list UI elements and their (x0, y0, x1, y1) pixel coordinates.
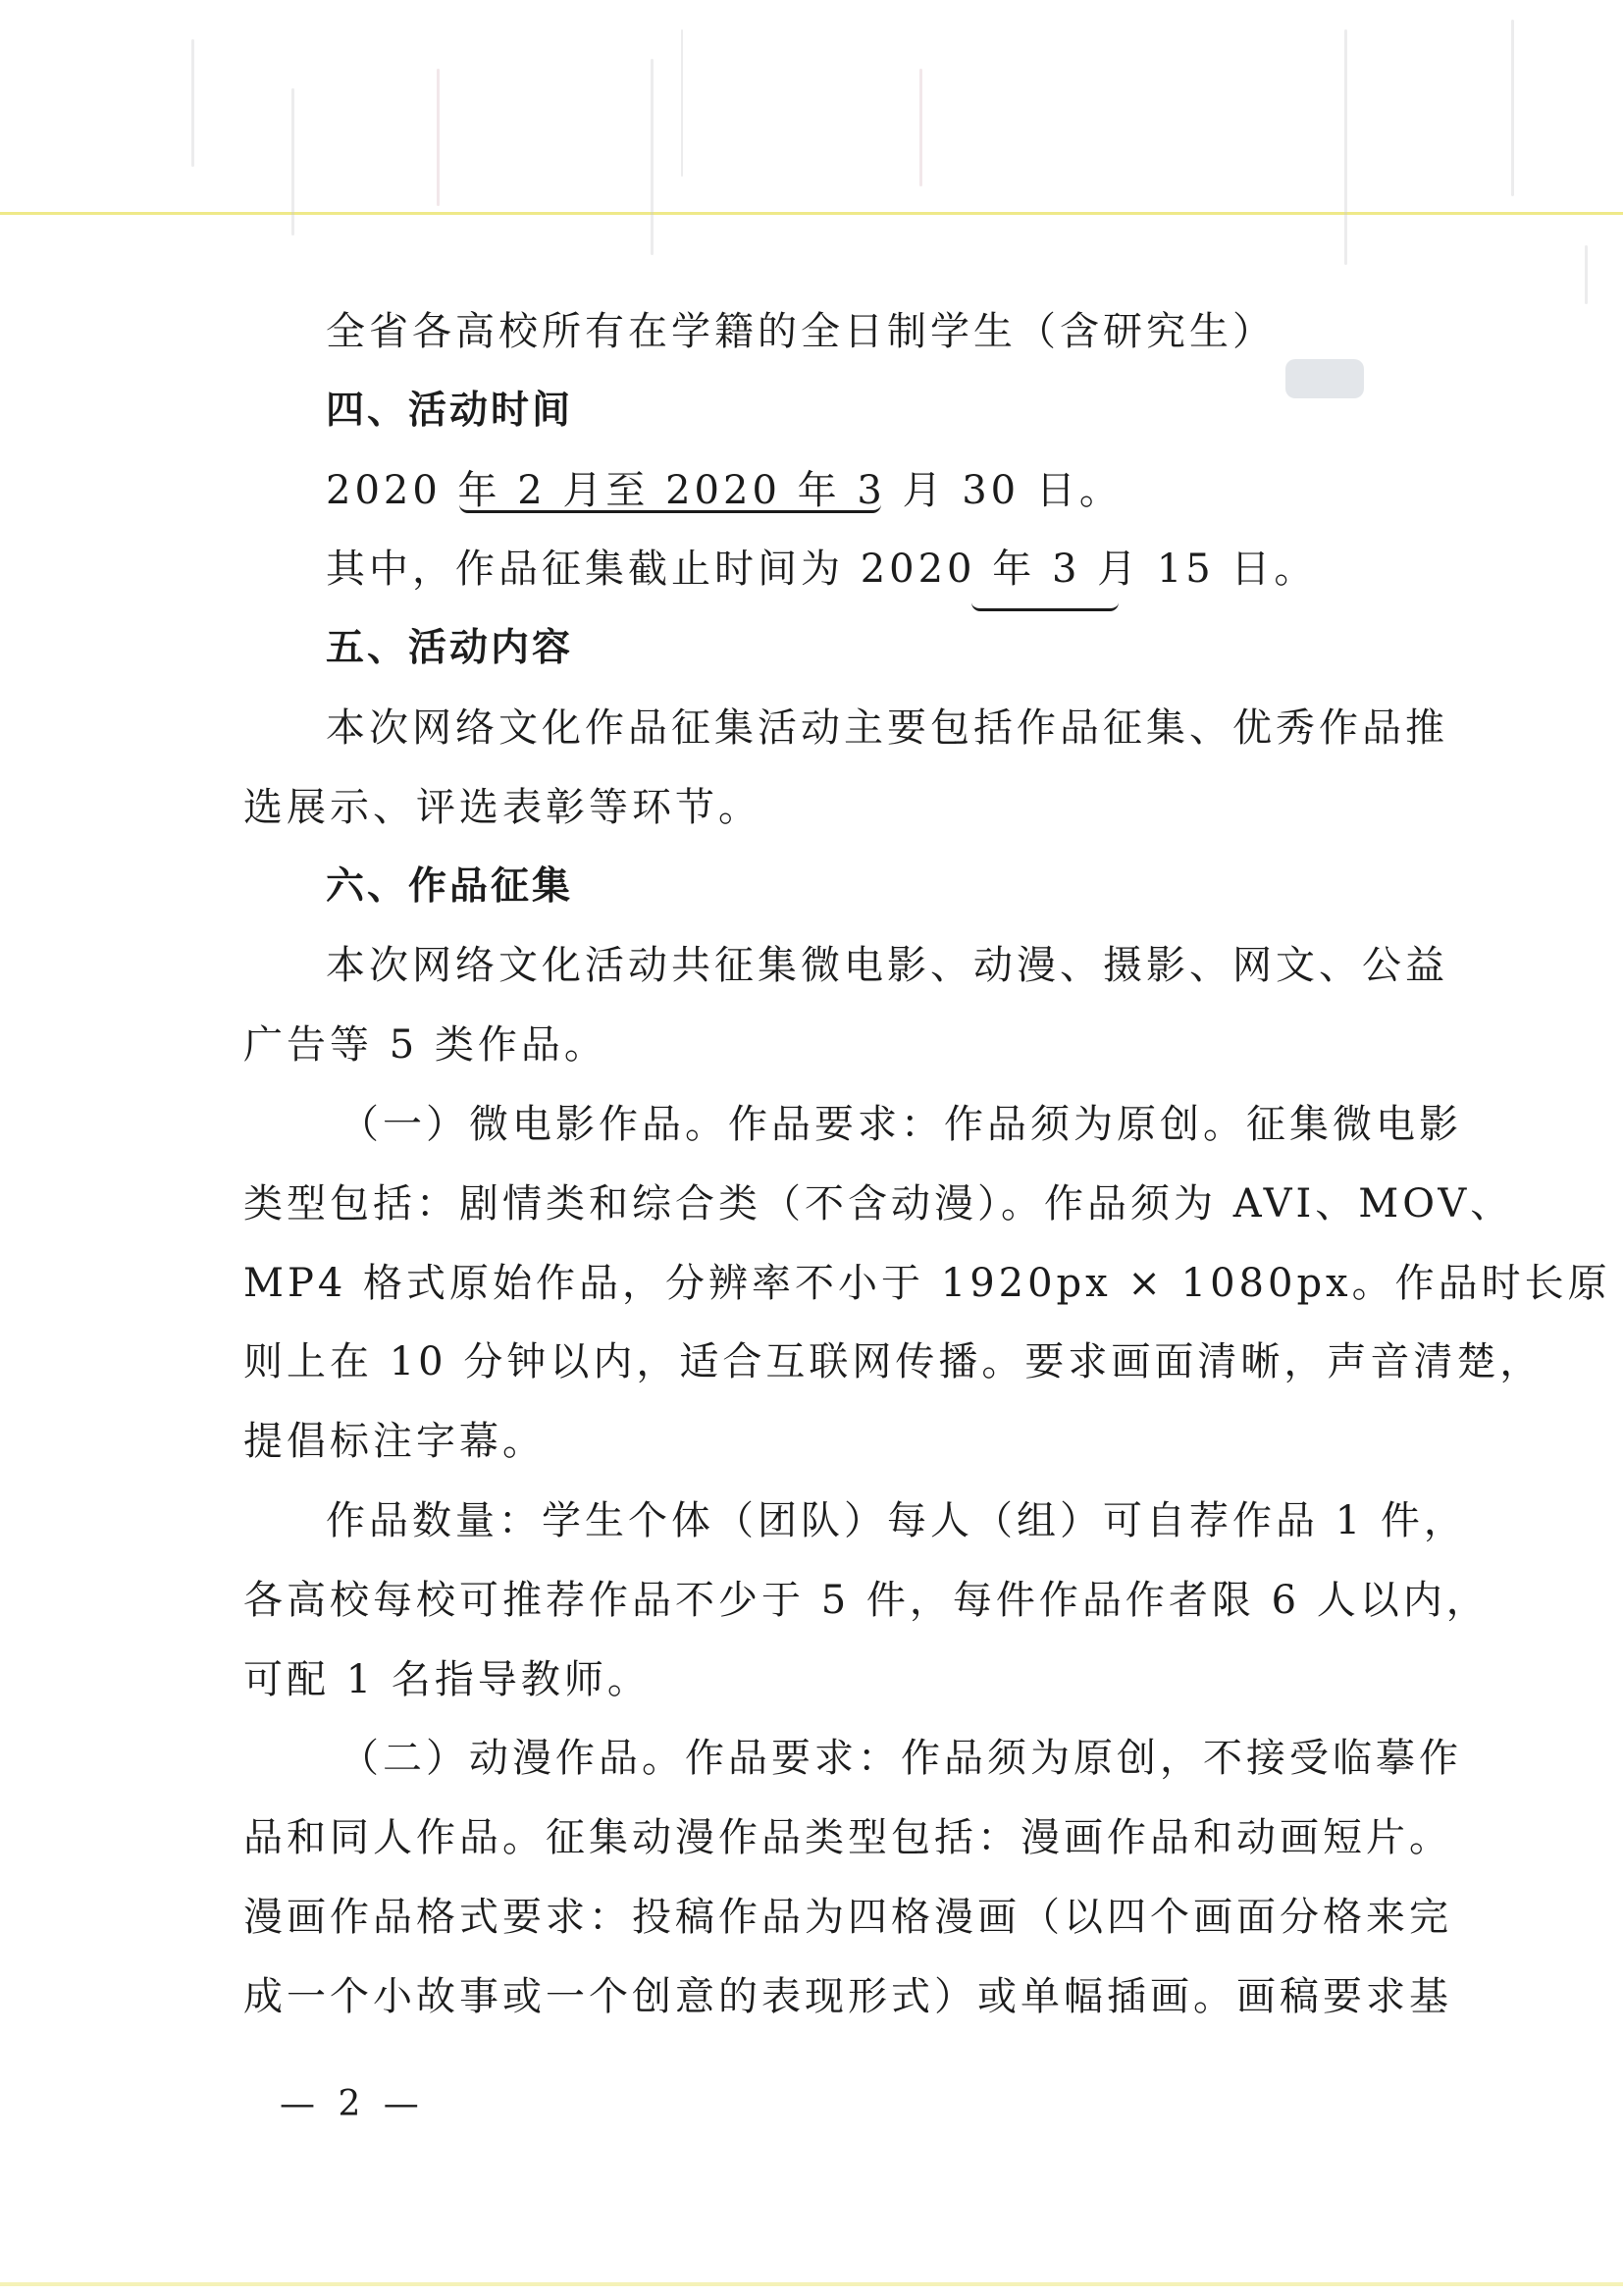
paragraph-line: 可配 1 名指导教师。 (243, 1656, 651, 1702)
document-body (243, 292, 1611, 2037)
section-heading-activity-content: 五、活动内容 (326, 626, 574, 671)
paragraph-line: （一）微电影作品。作品要求：作品须为原创。征集微电影 (340, 1101, 1462, 1147)
bleed-through-mark (1344, 29, 1347, 265)
bleed-through-mark (437, 69, 440, 206)
paragraph-line: 2020 年 2 月至 2020 年 3 月 30 日。 (326, 467, 1123, 513)
paragraph-line: 本次网络文化作品征集活动主要包括作品征集、优秀作品推 (326, 704, 1448, 751)
paragraph-line: 提倡标注字幕。 (243, 1419, 546, 1465)
bleed-through-mark (1511, 20, 1514, 196)
paragraph-line: 类型包括：剧情类和综合类（不含动漫）。作品须为 AVI、MOV、 (243, 1180, 1514, 1226)
paragraph-line: 本次网络文化活动共征集微电影、动漫、摄影、网文、公益 (326, 943, 1448, 989)
paragraph-line: 则上在 10 分钟以内，适合互联网传播。要求画面清晰，声音清楚， (243, 1339, 1544, 1385)
scan-highlight-line-top (0, 212, 1623, 215)
bleed-through-mark (291, 88, 294, 235)
page-number: — 2 — (280, 2084, 425, 2124)
handwritten-underline (971, 602, 1119, 611)
paragraph-line: （二）动漫作品。作品要求：作品须为原创，不接受临摹作 (340, 1736, 1462, 1782)
paragraph-line: 全省各高校所有在学籍的全日制学生（含研究生） (326, 309, 1276, 354)
bleed-through-mark (651, 59, 654, 255)
paragraph-line: 漫画作品格式要求：投稿作品为四格漫画（以四个画面分格来完 (243, 1894, 1452, 1940)
paragraph-line: MP4 格式原始作品，分辨率不小于 1920px × 1080px。作品时长原 (243, 1260, 1611, 1306)
paragraph-line: 选展示、评选表彰等环节。 (243, 784, 761, 830)
bleed-through-mark (1585, 245, 1588, 304)
paragraph-line: 其中，作品征集截止时间为 2020 年 3 月 15 日。 (326, 547, 1318, 593)
scan-highlight-line-bottom (0, 2282, 1623, 2286)
bleed-through-mark (919, 69, 922, 186)
paragraph-line: 各高校每校可推荐作品不少于 5 件，每件作品作者限 6 人以内， (243, 1577, 1490, 1623)
handwritten-underline (459, 504, 881, 513)
bleed-through-mark (191, 39, 194, 167)
paragraph-line: 品和同人作品。征集动漫作品类型包括：漫画作品和动画短片。 (243, 1815, 1452, 1861)
bleed-through-mark (681, 29, 683, 177)
paragraph-line: 广告等 5 类作品。 (243, 1022, 607, 1069)
paragraph-line: 成一个小故事或一个创意的表现形式）或单幅插画。画稿要求基 (243, 1973, 1452, 2019)
paragraph-line: 作品数量：学生个体（团队）每人（组）可自荐作品 1 件， (326, 1497, 1467, 1543)
section-heading-work-collection: 六、作品征集 (326, 863, 574, 909)
section-heading-activity-time: 四、活动时间 (326, 388, 574, 433)
